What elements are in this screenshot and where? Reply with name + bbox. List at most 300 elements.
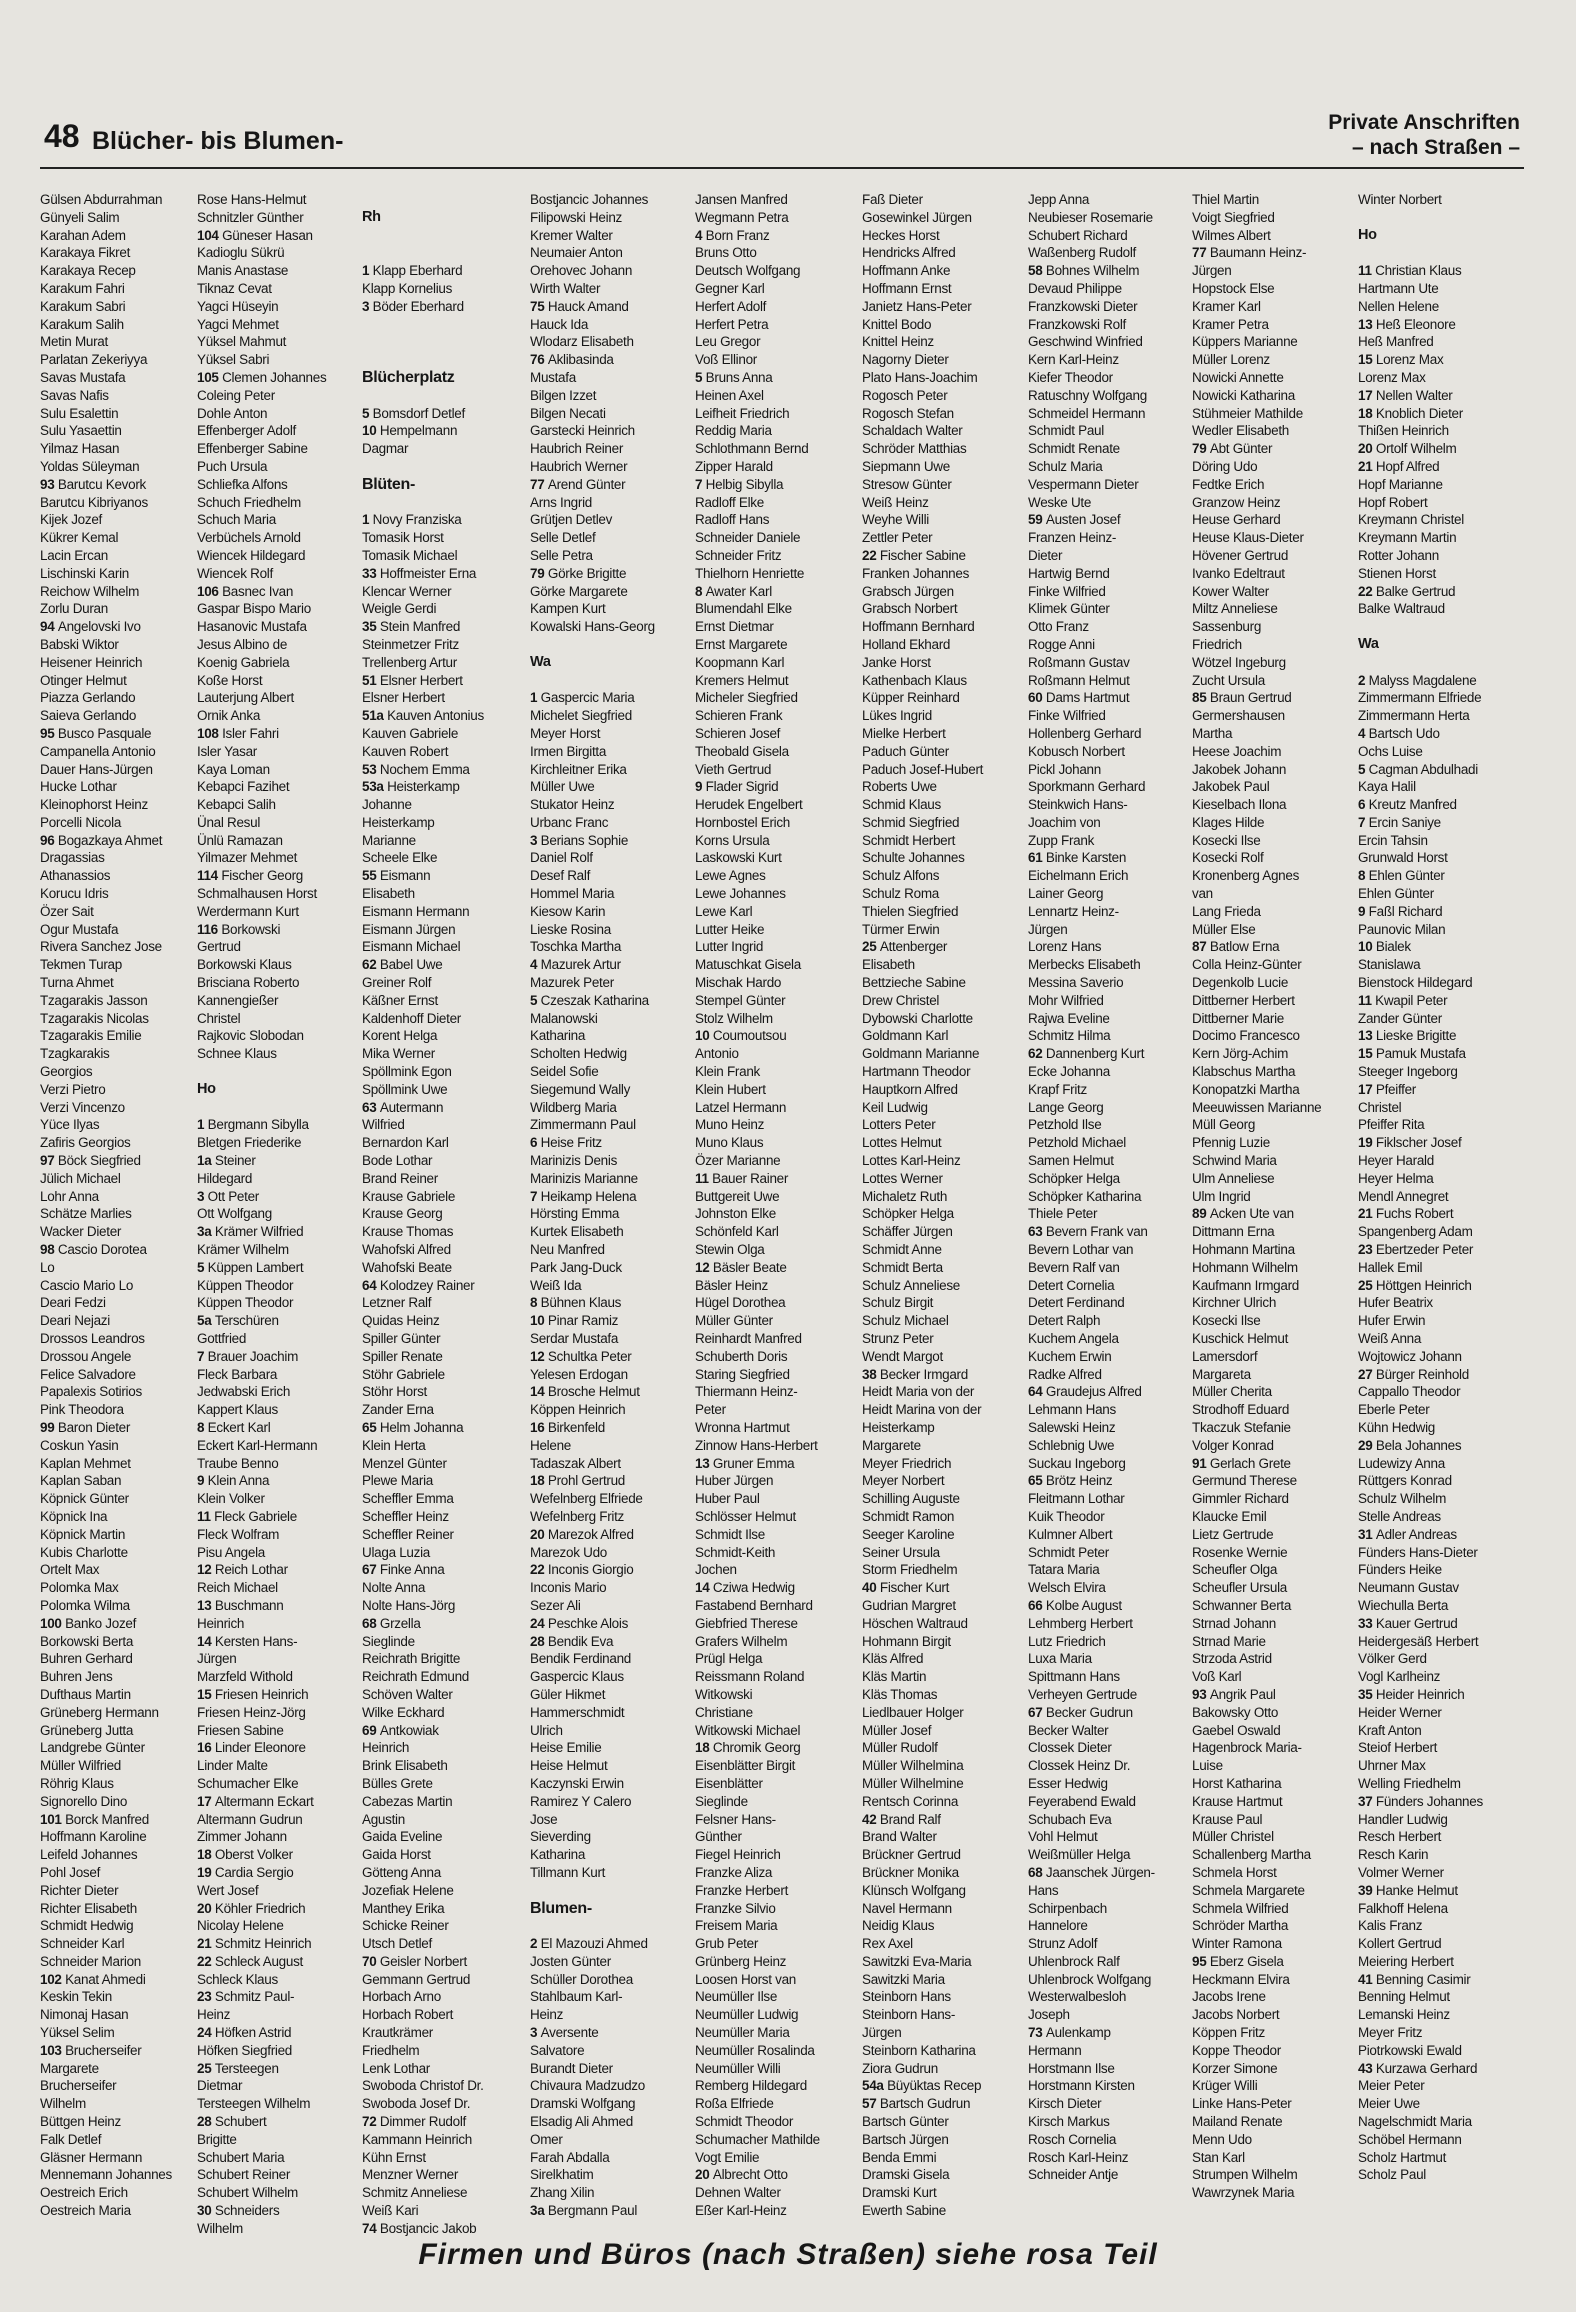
directory-entry: Schmidt Berta	[862, 1259, 943, 1275]
directory-entry: Grabsch Norbert	[862, 601, 958, 617]
directory-entry: Johanne	[362, 797, 412, 813]
directory-entry: 7 Helbig Sibylla	[695, 476, 784, 492]
directory-entry: Felsner Hans-	[695, 1811, 776, 1827]
directory-entry: 25 Tersteegen	[197, 2060, 279, 2076]
directory-entry: Pfennig Luzie	[1192, 1135, 1270, 1151]
directory-entry: Rentsch Corinna	[862, 1793, 959, 1809]
directory-entry: Thiel Martin	[1192, 192, 1259, 207]
street-heading: Blumen-	[530, 1899, 592, 1917]
directory-entry: 77 Baumann Heinz-	[1192, 245, 1307, 261]
directory-entry: Kronenberg Agnes	[1192, 868, 1300, 884]
directory-entry: Mailand Renate	[1192, 2114, 1283, 2130]
street-heading: Rh	[362, 208, 381, 225]
directory-entry: Handler Ludwig	[1358, 1811, 1448, 1827]
directory-entry: Messina Saverio	[1028, 975, 1124, 991]
directory-entry: Friedrich	[1192, 636, 1242, 652]
directory-entry: Hucke Lothar	[40, 779, 117, 795]
directory-entry: Westerwalbesloh	[1028, 1989, 1127, 2005]
directory-entry: Waßenberg Rudolf	[1028, 245, 1137, 261]
directory-entry: Katharina	[530, 1847, 586, 1863]
directory-entry: 3 Aversente	[530, 2025, 599, 2041]
directory-entry: Strnad Johann	[1192, 1615, 1276, 1631]
directory-entry: Puch Ursula	[197, 458, 268, 474]
directory-entry: Wilhelm	[40, 2096, 86, 2112]
directory-entry: 3 Böder Eberhard	[362, 298, 464, 314]
directory-entry: Rogosch Stefan	[862, 405, 954, 421]
directory-entry: Zipper Harald	[695, 458, 773, 474]
directory-entry: Schöven Walter	[362, 1686, 453, 1702]
directory-entry: Marzfeld Withold	[197, 1669, 293, 1685]
directory-entry: Leu Gregor	[695, 334, 761, 350]
directory-entry: Köppen Fritz	[1192, 2025, 1265, 2041]
directory-entry: Yelesen Erdogan	[530, 1366, 628, 1382]
directory-entry: 12 Reich Lothar	[197, 1562, 288, 1578]
directory-entry: Mazurek Peter	[530, 975, 614, 991]
directory-entry: Hufer Beatrix	[1358, 1295, 1433, 1311]
directory-entry: 35 Stein Manfred	[362, 619, 461, 635]
directory-entry: Nowicki Annette	[1192, 369, 1284, 385]
directory-entry: Heidergesäß Herbert	[1358, 1633, 1479, 1649]
directory-entry: Farah Abdalla	[530, 2149, 610, 2165]
directory-entry: Thißen Heinrich	[1358, 423, 1449, 439]
directory-entry	[362, 191, 522, 209]
directory-entry: Oestreich Erich	[40, 2185, 128, 2201]
directory-entry: Wegmann Petra	[695, 209, 789, 225]
directory-entry: Paduch Josef-Hubert	[862, 761, 984, 777]
directory-entry: 18 Oberst Volker	[197, 1847, 293, 1863]
directory-entry: Kurtek Elisabeth	[530, 1224, 624, 1240]
directory-entry: Volger Konrad	[1192, 1437, 1274, 1453]
directory-entry: Franken Johannes	[862, 565, 970, 581]
directory-entry: Lottes Helmut	[862, 1135, 942, 1151]
directory-entry: Herfert Adolf	[695, 298, 767, 314]
directory-entry: Schubert Reiner	[197, 2167, 291, 2183]
directory-entry: Petzhold Ilse	[1028, 1117, 1102, 1133]
directory-entry: 89 Acken Ute van	[1192, 1206, 1294, 1222]
directory-entry: Meiering Herbert	[1358, 1953, 1454, 1969]
directory-entry: Mohr Wilfried	[1028, 992, 1104, 1008]
directory-entry: Zorlu Duran	[40, 601, 108, 617]
directory-entry: Pfeiffer Rita	[1358, 1117, 1425, 1133]
directory-entry: Röhrig Klaus	[40, 1775, 114, 1791]
directory-entry: Hollenberg Gerhard	[1028, 725, 1142, 741]
directory-entry: Grütjen Detlev	[530, 512, 613, 528]
directory-entry: Schlösser Helmut	[695, 1508, 796, 1524]
directory-entry: Quidas Heinz	[362, 1313, 440, 1329]
directory-entry: Heuse Gerhard	[1192, 512, 1281, 528]
directory-entry: Sawitzki Eva-Maria	[862, 1953, 972, 1969]
directory-entry: Schliefka Alfons	[197, 476, 288, 492]
directory-entry: Stempel Günter	[695, 992, 786, 1008]
directory-entry	[1358, 209, 1518, 227]
directory-entry: Paduch Günter	[862, 743, 949, 759]
directory-entry: Brand Reiner	[362, 1170, 438, 1186]
directory-entry: Urbanc Franc	[530, 814, 609, 830]
directory-entry: Hörsting Emma	[530, 1206, 620, 1222]
directory-entry: Ludewizy Anna	[1358, 1455, 1445, 1471]
directory-entry: 96 Bogazkaya Ahmet	[40, 832, 163, 848]
directory-entry: Helene	[530, 1437, 571, 1453]
directory-entry: Zhang Xilin	[530, 2185, 595, 2201]
directory-entry: Burandt Dieter	[530, 2060, 613, 2076]
directory-entry: 5a Terschüren	[197, 1313, 279, 1329]
directory-entry: Hans	[1028, 1882, 1059, 1898]
directory-entry: Grünberg Heinz	[695, 1953, 787, 1969]
directory-entry: 61 Binke Karsten	[1028, 850, 1127, 866]
directory-entry: Germund Therese	[1192, 1473, 1297, 1489]
directory-entry: Lang Frieda	[1192, 903, 1261, 919]
directory-entry: 67 Finke Anna	[362, 1562, 445, 1578]
directory-entry: Bäsler Heinz	[695, 1277, 768, 1293]
directory-entry: Holland Ekhard	[862, 636, 951, 652]
directory-entry: Spiller Günter	[362, 1331, 441, 1346]
directory-entry: Dagmar	[362, 441, 409, 457]
directory-entry: Hommel Maria	[530, 886, 615, 902]
directory-entry: Schmidt-Keith	[695, 1544, 776, 1560]
directory-entry: Fünders Hans-Dieter	[1358, 1544, 1478, 1560]
directory-entry: Nagorny Dieter	[862, 352, 949, 368]
directory-entry: Hoffmann Ernst	[862, 280, 952, 296]
directory-entry: Hufer Erwin	[1358, 1313, 1426, 1329]
directory-entry: Klaucke Emil	[1192, 1508, 1267, 1524]
directory-entry: Becker Walter	[1028, 1722, 1109, 1738]
directory-entry: Manthey Erika	[362, 1900, 445, 1916]
directory-entry: Keil Ludwig	[862, 1099, 928, 1115]
directory-entry: Huber Jürgen	[695, 1473, 774, 1489]
directory-entry	[362, 351, 522, 369]
directory-entry: Schätze Marlies	[40, 1206, 132, 1222]
directory-entry: Franzkowski Dieter	[1028, 298, 1138, 314]
directory-entry: Suckau Ingeborg	[1028, 1455, 1126, 1471]
directory-entry: Hügel Dorothea	[695, 1295, 786, 1311]
directory-entry: Tzagarakis Emilie	[40, 1028, 142, 1044]
directory-entry: Hartwig Bernd	[1028, 565, 1110, 581]
directory-entry: Wahofski Beate	[362, 1259, 452, 1275]
directory-entry: Schröder Matthias	[862, 441, 967, 457]
directory-entry: Tersteegen Wilhelm	[197, 2096, 311, 2112]
directory-entry: Elisabeth	[862, 957, 915, 973]
directory-entry: Fiegel Heinrich	[695, 1847, 781, 1863]
page-header	[40, 110, 1520, 168]
directory-entry: Saieva Gerlando	[40, 708, 137, 724]
directory-entry: Lischinski Karin	[40, 565, 129, 581]
directory-entry: Wilke Eckhard	[362, 1704, 445, 1720]
directory-entry: Spittmann Hans	[1028, 1669, 1120, 1685]
directory-entry: Köppen Heinrich	[530, 1402, 626, 1418]
directory-entry: Schieren Frank	[695, 708, 783, 724]
directory-entry: Cappallo Theodor	[1358, 1384, 1461, 1400]
directory-entry: Schubert Richard	[1028, 227, 1128, 243]
directory-entry: Witkowski Michael	[695, 1722, 801, 1738]
directory-entry: Filipowski Heinz	[530, 209, 622, 225]
directory-entry: Joachim von	[1028, 814, 1101, 830]
directory-entry: Kaplan Mehmet	[40, 1455, 131, 1471]
directory-entry: Güler Hikmet	[530, 1686, 606, 1702]
directory-entry: Bilgen Izzet	[530, 387, 597, 403]
directory-entry: Hagenbrock Maria-	[1192, 1740, 1302, 1756]
directory-entry: Johnston Elke	[695, 1206, 776, 1222]
directory-entry: Bilgen Necati	[530, 405, 606, 421]
directory-entry: Sulu Yasaettin	[40, 423, 122, 439]
directory-entry: Drew Christel	[862, 992, 940, 1008]
directory-entry: Sporkmann Gerhard	[1028, 779, 1146, 795]
directory-entry: Klein Hubert	[695, 1081, 766, 1097]
directory-entry: Steeger Ingeborg	[1358, 1064, 1458, 1080]
directory-entry: Schmidt Peter	[1028, 1544, 1109, 1560]
directory-entry: Lenk Lothar	[362, 2060, 431, 2076]
directory-entry: Drossos Leandros	[40, 1331, 145, 1346]
directory-entry: Nellen Helene	[1358, 298, 1439, 314]
directory-entry: Nimonaj Hasan	[40, 2007, 129, 2023]
directory-entry: Ercin Tahsin	[1358, 832, 1428, 848]
directory-entry: Kulmner Albert	[1028, 1526, 1113, 1542]
directory-entry: Bartsch Günter	[862, 2114, 949, 2130]
directory-entry: Selle Petra	[530, 547, 593, 563]
directory-entry: Knittel Bodo	[862, 316, 932, 332]
directory-entry: 68 Grzella	[362, 1615, 421, 1631]
directory-entry	[197, 1063, 357, 1081]
directory-entry: Hohmann Wilhelm	[1192, 1259, 1298, 1275]
directory-entry: Karakum Sabri	[40, 298, 126, 314]
directory-entry: Tatara Maria	[1028, 1562, 1100, 1578]
directory-entry: Stukator Heinz	[530, 797, 615, 813]
directory-entry: Schnitzler Günther	[197, 209, 304, 225]
directory-entry: Wilhelm	[197, 2220, 243, 2236]
directory-entry: Schwind Maria	[1192, 1153, 1277, 1169]
directory-entry: Kobusch Norbert	[1028, 743, 1125, 759]
page-number: 48	[44, 118, 80, 154]
directory-entry: Fastabend Bernhard	[695, 1597, 813, 1613]
directory-entry: 6 Heise Fritz	[530, 1135, 602, 1151]
directory-entry: 4 Bartsch Udo	[1358, 725, 1440, 741]
street-heading: Ho	[1358, 226, 1377, 243]
directory-entry: Brigitte	[197, 2131, 237, 2147]
directory-entry: Ecke Johanna	[1028, 1064, 1110, 1080]
directory-entry: Heidt Maria von der	[862, 1384, 975, 1400]
directory-entry: Selle Detlef	[530, 530, 596, 546]
directory-entry: Luxa Maria	[1028, 1651, 1092, 1667]
directory-entry	[530, 1882, 690, 1900]
directory-entry: Schneider Fritz	[695, 547, 782, 563]
directory-entry: 70 Geisler Norbert	[362, 1953, 467, 1969]
directory-entry: Mika Werner	[362, 1046, 435, 1062]
directory-entry: 91 Gerlach Grete	[1192, 1455, 1291, 1471]
directory-entry: Steinborn Hans	[862, 1989, 951, 2005]
directory-entry: Landgrebe Günter	[40, 1740, 145, 1756]
directory-entry: Coleing Peter	[197, 387, 275, 403]
directory-entry: Franzen Heinz-	[1028, 530, 1117, 546]
directory-entry: 75 Hauck Amand	[530, 298, 629, 314]
directory-entry: Klages Hilde	[1192, 814, 1265, 830]
directory-entry: Köpnick Ina	[40, 1508, 108, 1524]
directory-entry: Klapp Kornelius	[362, 280, 453, 296]
directory-entry: Margarete	[40, 2060, 99, 2076]
directory-entry: Borkowski Klaus	[197, 957, 292, 973]
directory-entry: Kubis Charlotte	[40, 1544, 128, 1560]
directory-entry: Buhren Gerhard	[40, 1651, 133, 1667]
directory-entry: Mustafa	[530, 369, 576, 385]
directory-entry: Müller Günter	[695, 1313, 773, 1329]
directory-entry: Günther	[695, 1829, 742, 1845]
directory-entry: Colla Heinz-Günter	[1192, 957, 1302, 973]
directory-entry: Sezer Ali	[530, 1597, 581, 1613]
directory-entry: Dieter	[1028, 547, 1063, 563]
directory-entry: Ernst Dietmar	[695, 619, 774, 635]
directory-entry: Lo	[40, 1259, 55, 1275]
directory-entry: Friesen Heinz-Jörg	[197, 1704, 306, 1720]
directory-entry: Schmela Margarete	[1192, 1882, 1305, 1898]
directory-entry: Degenkolb Lucie	[1192, 975, 1289, 991]
directory-entry: 19 Fiklscher Josef	[1358, 1135, 1462, 1151]
directory-column-2	[197, 191, 357, 2236]
directory-entry: Miltz Anneliese	[1192, 601, 1278, 617]
directory-entry: Margarete	[862, 1437, 921, 1453]
directory-entry: Schmid Klaus	[862, 797, 941, 813]
directory-entry: 9 Flader Sigrid	[695, 779, 779, 795]
directory-entry: 39 Hanke Helmut	[1358, 1882, 1458, 1898]
directory-entry: Hannelore	[1028, 1918, 1088, 1934]
directory-entry: Bartsch Jürgen	[862, 2131, 949, 2147]
directory-entry: Thielen Siegfried	[862, 903, 959, 919]
directory-entry: Trellenberg Artur	[362, 654, 457, 670]
directory-entry: Dittmann Erna	[1192, 1224, 1275, 1240]
directory-entry: Hohmann Martina	[1192, 1242, 1295, 1258]
directory-entry: Weiß Kari	[362, 2203, 419, 2219]
directory-entry: Reichrath Edmund	[362, 1669, 470, 1685]
directory-entry: Stresow Günter	[862, 476, 952, 492]
directory-entry: Bevern Lothar van	[1028, 1242, 1134, 1258]
directory-entry: Welsch Elvira	[1028, 1580, 1106, 1596]
directory-entry: Polomka Max	[40, 1580, 119, 1596]
directory-entry: Stan Karl	[1192, 2149, 1245, 2165]
directory-entry: Reissmann Roland	[695, 1669, 805, 1685]
directory-entry: Küppen Theodor	[197, 1295, 294, 1311]
directory-entry: Salvatore	[530, 2042, 585, 2058]
directory-entry: Cascio Mario Lo	[40, 1277, 134, 1293]
directory-entry: Zander Günter	[1358, 1010, 1442, 1026]
directory-entry: Huber Paul	[695, 1491, 760, 1507]
directory-entry: Roßmann Helmut	[1028, 672, 1130, 688]
directory-entry: Gaspercic Klaus	[530, 1669, 624, 1685]
directory-entry: 28 Schubert	[197, 2114, 267, 2130]
directory-entry	[530, 1917, 690, 1935]
directory-entry: Herudek Engelbert	[695, 797, 803, 813]
directory-entry: Radke Alfred	[1028, 1366, 1102, 1382]
directory-entry: Kaya Loman	[197, 761, 270, 777]
directory-entry: Paunovic Milan	[1358, 921, 1446, 937]
directory-entry: Schmidt Renate	[1028, 441, 1120, 457]
directory-entry: Krause Gabriele	[362, 1188, 456, 1204]
directory-entry: Scholten Hedwig	[530, 1046, 627, 1062]
directory-entry: 22 Fischer Sabine	[862, 547, 966, 563]
directory-entry: Hoffmann Bernhard	[862, 619, 975, 635]
directory-entry: Schubert Maria	[197, 2149, 285, 2165]
directory-entry: Wronna Hartmut	[695, 1419, 790, 1435]
directory-entry: Siegemund Wally	[530, 1081, 631, 1097]
directory-entry: Weiß Anna	[1358, 1331, 1422, 1346]
directory-entry: Weyhe Willi	[862, 512, 929, 528]
directory-entry: Samen Helmut	[1028, 1153, 1114, 1169]
directory-entry: Karakaya Recep	[40, 263, 136, 279]
header-right	[1328, 110, 1520, 160]
directory-entry: Franzke Silvio	[695, 1900, 776, 1916]
directory-entry: 22 Schleck August	[197, 1953, 303, 1969]
directory-entry: Kijek Jozef	[40, 512, 102, 528]
directory-entry: Franzke Aliza	[695, 1864, 773, 1880]
directory-entry: Leifeld Johannes	[40, 1847, 138, 1863]
directory-entry: Jansen Manfred	[695, 192, 788, 207]
directory-entry: 7 Brauer Joachim	[197, 1348, 299, 1364]
directory-entry: Luise	[1192, 1758, 1223, 1774]
directory-entry: Kläs Alfred	[862, 1651, 924, 1667]
directory-entry: Wojtowicz Johann	[1358, 1348, 1462, 1364]
directory-entry: Meyer Horst	[530, 725, 601, 741]
directory-entry: Gaspar Bispo Mario	[197, 601, 311, 617]
directory-entry: Mischak Hardo	[695, 975, 782, 991]
directory-entry: Klabschus Martha	[1192, 1064, 1296, 1080]
directory-entry: 55 Eismann	[362, 868, 431, 884]
directory-entry: Roßmann Gustav	[1028, 654, 1130, 670]
directory-entry: 73 Aulenkamp	[1028, 2025, 1111, 2041]
directory-entry: Ott Wolfgang	[197, 1206, 272, 1222]
directory-entry: Koppe Theodor	[1192, 2042, 1281, 2058]
directory-entry: 5 Czeszak Katharina	[530, 992, 649, 1008]
directory-entry: Sulu Esalettin	[40, 405, 119, 421]
directory-entry: Franzke Herbert	[695, 1882, 789, 1898]
directory-entry: Bevern Ralf van	[1028, 1259, 1120, 1275]
directory-entry: Scholz Paul	[1358, 2167, 1426, 2183]
directory-entry: Heisterkamp	[362, 814, 435, 830]
directory-column-5	[695, 191, 855, 2227]
directory-entry: Yilmaz Hasan	[40, 441, 120, 457]
directory-entry: 5 Küppen Lambert	[197, 1259, 304, 1275]
directory-entry: Döring Udo	[1192, 458, 1258, 474]
directory-entry: Schmalhausen Horst	[197, 886, 317, 902]
directory-entry: Heinz	[197, 2007, 231, 2023]
directory-entry: 24 Höfken Astrid	[197, 2025, 292, 2041]
directory-entry: Gimmler Richard	[1192, 1491, 1289, 1507]
directory-entry: Käßner Ernst	[362, 992, 438, 1008]
directory-entry: Schubert Wilhelm	[197, 2185, 298, 2201]
directory-entry: Schmidt Hedwig	[40, 1918, 134, 1934]
directory-entry: Jochen	[695, 1562, 737, 1578]
directory-entry: 24 Peschke Alois	[530, 1615, 629, 1631]
directory-entry: Savas Mustafa	[40, 369, 126, 385]
directory-entry: Petzhold Michael	[1028, 1135, 1127, 1151]
directory-entry: Schulz Wilhelm	[1358, 1491, 1447, 1507]
directory-entry: Rose Hans-Helmut	[197, 192, 307, 207]
directory-entry: 22 Inconis Giorgio	[530, 1562, 634, 1578]
directory-entry: Jürgen	[1192, 263, 1232, 279]
directory-entry: 23 Schmitz Paul-	[197, 1989, 295, 2005]
directory-entry: Neumüller Willi	[695, 2060, 781, 2076]
street-heading: Ho	[197, 1080, 216, 1097]
directory-entry: Kosecki Rolf	[1192, 850, 1264, 866]
directory-entry: Neumüller Rosalinda	[695, 2042, 815, 2058]
directory-entry: 100 Banko Jozef	[40, 1615, 137, 1631]
directory-entry: Schubach Eva	[1028, 1811, 1112, 1827]
directory-entry: Winter Ramona	[1192, 1936, 1282, 1952]
directory-entry: Zucht Ursula	[1192, 672, 1265, 688]
directory-entry: Dramski Wolfgang	[530, 2096, 636, 2112]
directory-entry: Lamersdorf	[1192, 1348, 1258, 1364]
directory-entry: Devaud Philippe	[1028, 280, 1122, 296]
directory-entry: Krause Georg	[362, 1206, 443, 1222]
directory-entry: Lietz Gertrude	[1192, 1526, 1274, 1542]
directory-entry: Schmitz Anneliese	[362, 2185, 468, 2201]
directory-entry: Verheyen Gertrude	[1028, 1686, 1137, 1702]
directory-entry: Kampen Kurt	[530, 601, 606, 617]
